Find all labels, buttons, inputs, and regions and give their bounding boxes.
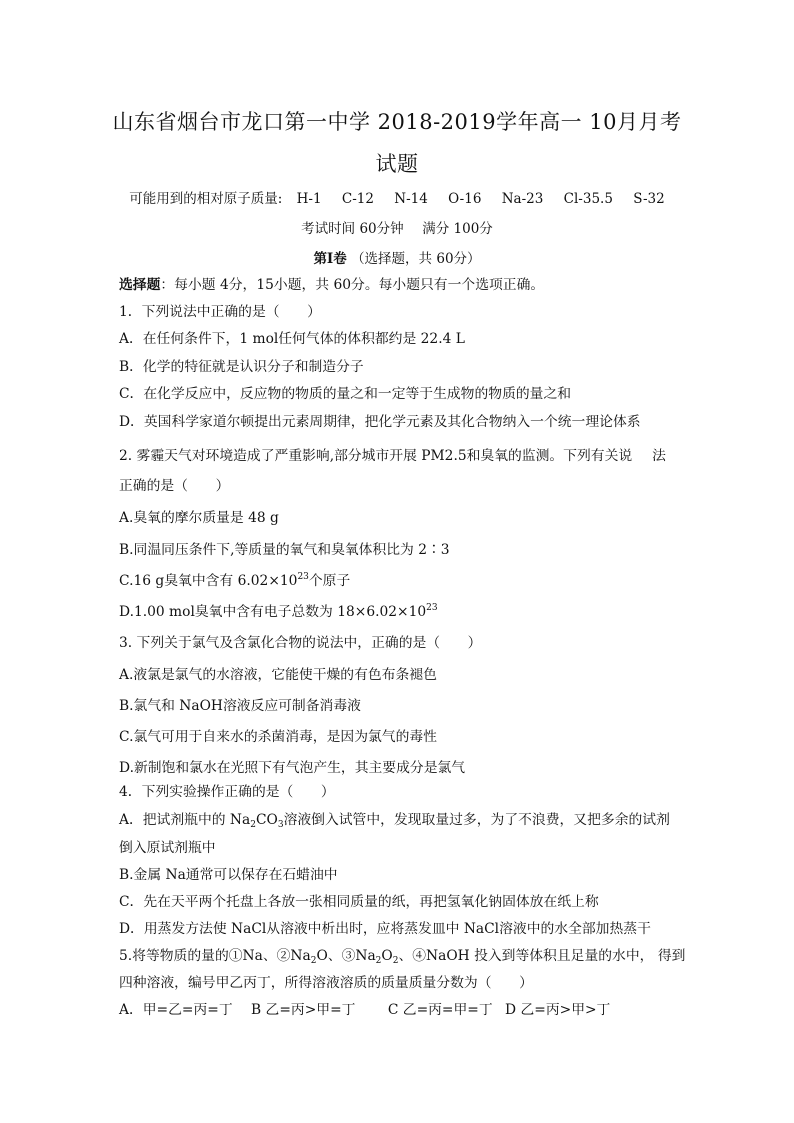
- atomic-mass-item: N-14: [394, 191, 428, 207]
- formula-part: O、③Na: [316, 948, 376, 964]
- question-5-stem-tail: 、④NaOH 投入到等体积且足量的水中， 得到: [398, 948, 686, 964]
- subscript: 2: [310, 956, 317, 966]
- question-3-option-d: D.新制饱和氯水在光照下有气泡产生，其主要成分是氯气: [119, 760, 466, 776]
- question-2-stem-tail: 法: [652, 448, 666, 464]
- exponent: 23: [297, 572, 309, 582]
- formula-part: CO: [255, 812, 278, 828]
- question-3-option-a: A.液氯是氯气的水溶液，它能使干燥的有色布条褪色: [119, 667, 437, 683]
- question-2-option-c-tail: 个原子: [308, 573, 351, 589]
- section-instruction: [119, 273, 675, 293]
- question-5-option-a: A．甲=乙=丙=丁: [119, 1002, 233, 1018]
- question-2-option-c-text: C.16 g臭氧中含有 6.02×10: [119, 573, 298, 589]
- instruction-text: ：每小题 4分，15小题，共 60分。每小题只有一个选项正确。: [160, 277, 545, 293]
- question-5-stem-line2: 四种溶液，编号甲乙丙丁，所得溶液溶质的质量质量分数为（ ）: [119, 975, 533, 991]
- atomic-mass-item: S-32: [633, 191, 665, 207]
- exam-title-line1: 山东省烟台市龙口第一中学 2018-2019学年高一 10月月考: [112, 110, 682, 134]
- atomic-mass-item: Cl-35.5: [563, 191, 613, 207]
- formula-part: O: [381, 948, 393, 964]
- question-3-option-b: B.氯气和 NaOH溶液反应可制备消毒液: [119, 698, 361, 714]
- question-2-option-c: [119, 569, 675, 589]
- atomic-mass-item: Na-23: [501, 191, 544, 207]
- question-5-option-c: C 乙=丙=甲=丁: [387, 1002, 493, 1018]
- question-2-option-d: [119, 600, 675, 620]
- question-1-option-b: B．化学的特征就是认识分子和制造分子: [119, 359, 364, 375]
- subscript: 3: [277, 820, 284, 830]
- question-1-stem: 1．下列说法中正确的是（ ）: [119, 304, 321, 320]
- subscript: 2: [375, 956, 382, 966]
- subscript: 2: [392, 956, 399, 966]
- question-4-option-a: [119, 808, 675, 828]
- question-4-option-c: C．先在天平两个托盘上各放一张相同质量的纸，再把氢氧化钠固体放在纸上称: [119, 894, 599, 910]
- subscript: 2: [250, 820, 256, 830]
- question-1-option-d: D．英国科学家道尔顿提出元素周期律，把化学元素及其化合物纳入一个统一理论体系: [119, 414, 641, 430]
- question-2-stem-line2: 正确的是（ ）: [119, 478, 230, 494]
- question-2-stem: [119, 444, 675, 464]
- question-5-options: [119, 998, 675, 1018]
- question-4-option-a-line2: 倒入原试剂瓶中: [119, 840, 216, 856]
- question-2-option-a: A.臭氧的摩尔质量是 48 g: [119, 510, 279, 526]
- question-2-option-d-text: D.1.00 mol臭氧中含有电子总数为 18×6.02×10: [119, 604, 427, 620]
- question-5-option-d: D 乙=丙>甲>丁: [505, 1002, 611, 1018]
- question-1-option-c: C．在化学反应中，反应物的物质的量之和一定等于生成物的物质的量之和: [119, 386, 572, 402]
- question-4-option-d: D．用蒸发方法使 NaCl从溶液中析出时，应将蒸发皿中 NaCl溶液中的水全部加热蒸干: [119, 921, 651, 937]
- question-4-option-b: B.金属 Na通常可以保存在石蜡油中: [119, 867, 338, 883]
- atomic-masses-label: 可能用到的相对原子质量:: [129, 191, 283, 207]
- question-5-option-b: B 乙=丙>甲=丁: [251, 1002, 356, 1018]
- instruction-label: 选择题: [119, 277, 161, 293]
- question-3-stem: 3. 下列关于氯气及含氯化合物的说法中，正确的是（ ）: [119, 635, 482, 651]
- question-4-option-a-text: A．把试剂瓶中的 Na: [119, 812, 251, 828]
- question-1-option-a: A．在任何条件下，1 mol任何气体的体积都约是 22.4 L: [119, 331, 465, 347]
- part-heading: [0, 247, 794, 267]
- question-3-option-c: C.氯气可用于自来水的杀菌消毒，是因为氯气的毒性: [119, 729, 437, 745]
- question-2-stem-text: 2. 雾霾天气对环境造成了严重影响,部分城市开展 PM2.5和臭氧的监测。下列有关说: [119, 448, 633, 464]
- part-title: 第Ⅰ卷: [313, 251, 347, 267]
- atomic-mass-item: O-16: [448, 191, 482, 207]
- question-5-stem: [119, 944, 686, 966]
- atomic-mass-item: H-1: [296, 191, 322, 207]
- atomic-mass-item: C-12: [341, 191, 374, 207]
- exam-time: 考试时间 60分钟: [301, 221, 404, 237]
- question-4-stem: 4．下列实验操作正确的是（ ）: [119, 784, 335, 800]
- question-5-stem-text: 5.将等物质的量的①Na、②Na: [119, 948, 311, 964]
- exam-info-line: [0, 217, 794, 237]
- exam-title-line2: 试题: [375, 152, 419, 176]
- exponent: 23: [426, 603, 438, 613]
- part-note: （选择题，共 60分）: [351, 251, 481, 267]
- full-score: 满分 100分: [422, 221, 493, 237]
- atomic-masses-line: [0, 187, 794, 207]
- question-2-option-b: B.同温同压条件下,等质量的氧气和臭氧体积比为 2∶3: [119, 542, 450, 558]
- question-4-option-a-tail: 溶液倒入试管中，发现取量过多，为了不浪费，又把多余的试剂: [283, 812, 670, 828]
